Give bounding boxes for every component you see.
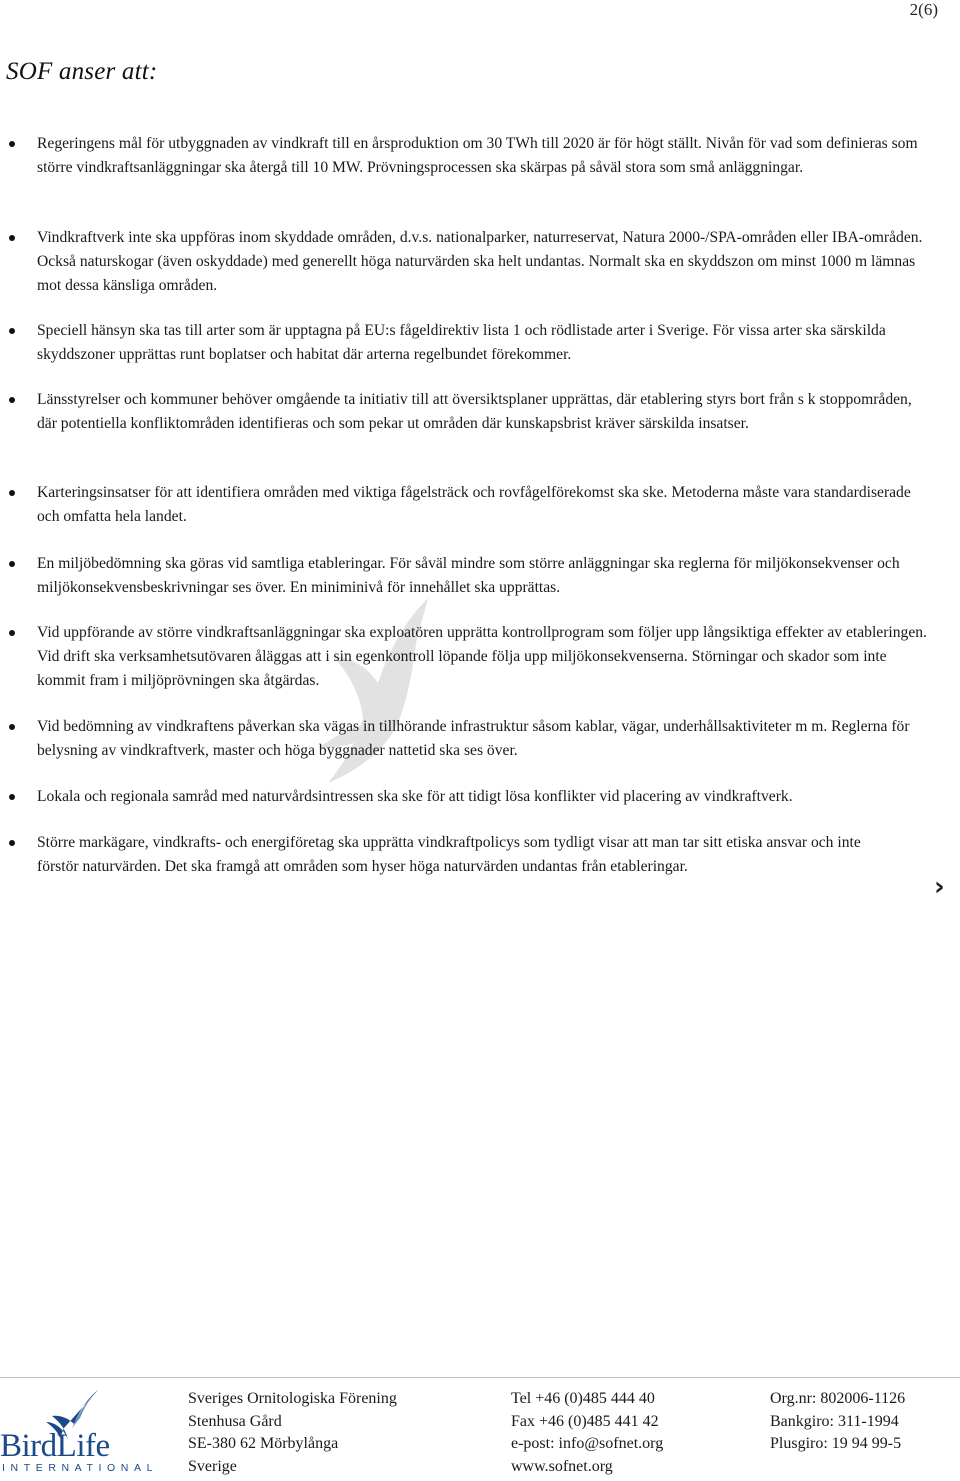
bullet-icon — [9, 235, 15, 241]
page-number: 2(6) — [909, 0, 938, 19]
footer-contact: Tel +46 (0)485 444 40 Fax +46 (0)485 441 42 e-post: info@sofnet.org www.sofnet.org — [511, 1388, 663, 1478]
footer-numbers: Org.nr: 802006-1126 Bankgiro: 311-1994 Plusgiro: 19 94 99-5 — [770, 1390, 906, 1452]
bullet-icon — [9, 630, 15, 636]
footer-address: Sveriges Ornitologiska Förening Stenhusa Gård SE-380 62 Mörbylånga Sverige — [188, 1390, 397, 1475]
list-item: Karteringsinsatser för att identifiera områden med viktiga fågelsträck och rovfågelförekomst ska ske. Metoderna måste vara standardiserade och omfatta hela landet. — [37, 481, 935, 529]
logo-wordmark: BirdLife — [0, 1428, 110, 1464]
email-link[interactable]: e-post: info@sofnet.org — [511, 1435, 664, 1452]
list-item: Regeringens mål för utbyggnaden av vindkraft till en årsproduktion om 30 TWh till 2020 är för högt ställt. Nivån för vad som definieras som större vindkraftsanläggningar ska återgå till 10 MW. Prövningsprocessen ska skärpas på såväl stora som små anläggningar. — [37, 132, 935, 180]
bullet-icon — [9, 561, 15, 567]
bullet-icon — [9, 794, 15, 800]
bullet-icon — [9, 141, 15, 147]
list-item: Större markägare, vindkrafts- och energiföretag ska upprätta vindkraftpolicys som tydligt visar att man tar sitt etiska ansvar och inte förstör naturvärden. Det ska framgå att områden som hyser höga naturvärden undantas från etableringar. — [37, 831, 897, 879]
list-item: Vid bedömning av vindkraftens påverkan ska vägas in tillhörande infrastruktur såsom kablar, vägar, underhållsaktiviteter m m. Reglerna för belysning av vindkraftverk, master och höga byggnader nattetid ska ses över. — [37, 715, 935, 763]
bullet-icon — [9, 840, 15, 846]
bullet-icon — [9, 397, 15, 403]
website-link[interactable]: www.sofnet.org — [511, 1457, 613, 1475]
bullet-icon — [9, 724, 15, 730]
next-page-arrow-icon[interactable]: › — [934, 872, 945, 902]
list-item: Länsstyrelser och kommuner behöver omgående ta initiativ till att översiktsplaner upprättas, där etablering styrs bort från s k stoppområden, där potentiella konfliktområden identifieras och som pekar ut områden där kunskapsbrist kräver särskilda insatser. — [37, 388, 935, 436]
bullet-icon — [9, 328, 15, 334]
list-item: Lokala och regionala samråd med naturvårdsintressen ska ske för att tidigt lösa konflikter vid placering av vindkraftverk. — [37, 785, 935, 809]
logo-subtitle: INTERNATIONAL — [2, 1462, 159, 1474]
bullet-icon — [9, 490, 15, 496]
list-item: En miljöbedömning ska göras vid samtliga etableringar. För såväl mindre som större anläggningar ska reglerna för miljökonsekvenser och miljökonsekvensbeskrivningar ses över. En miniminivå för innehållet ska upprättas. — [37, 552, 935, 600]
footer-divider — [0, 1377, 960, 1378]
list-item: Vindkraftverk inte ska uppföras inom skyddade områden, d.v.s. nationalparker, naturreservat, Natura 2000-/SPA-områden eller IBA-områden. Också naturskogar (även oskyddade) med generellt höga naturvärden ska helt undantas. Normalt ska en skyddszon om minst 1000 m lämnas mot dessa känsliga områden. — [37, 226, 935, 298]
list-item: Vid uppförande av större vindkraftsanläggningar ska exploatören upprätta kontrollprogram som följer upp långsiktiga effekter av etableringen. Vid drift ska verksamhetsutövaren åläggas att i sin egenkontroll löpande följa upp miljökonsekvenserna. Störningar och skador som inte kommit fram i miljöprövningen ska åtgärdas. — [37, 621, 935, 693]
list-item: Speciell hänsyn ska tas till arter som är upptagna på EU:s fågeldirektiv lista 1 och rödlistade arter i Sverige. För vissa arter ska särskilda skyddszoner upprättas runt boplatser och habitat där arterna regelbundet förekommer. — [37, 319, 935, 367]
page-heading: SOF anser att: — [6, 58, 158, 85]
